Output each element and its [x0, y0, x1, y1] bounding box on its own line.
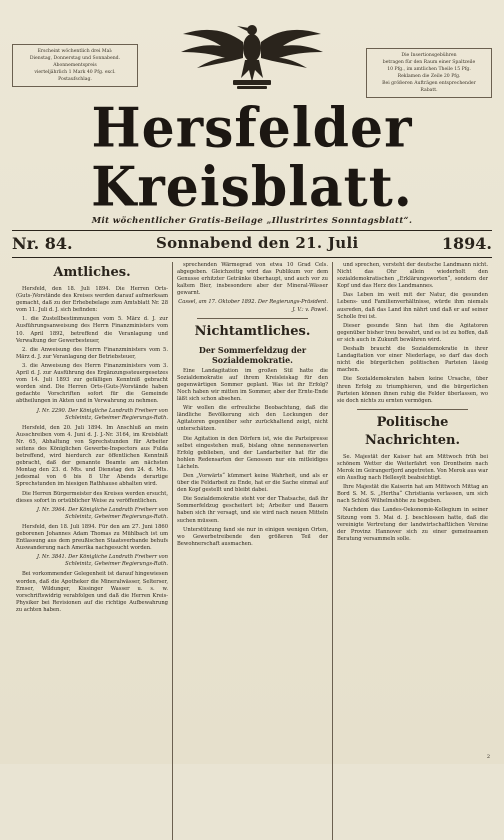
issue-number: Nr. 84. [12, 233, 73, 253]
paragraph: Dieser gesunde Sinn hat ihm die Agitatoren gegenüber bisher treu bewahrt, und es ist zu hoffen, daß er sich auch in Zukunft bewähren wird. [337, 322, 488, 343]
paragraph: Deshalb braucht die Sozialdemokratie in ihrer Landagitation vor einer Niederlage, so darf das doch nicht die bürgerlichen politischen Parteien lässig machen. [337, 346, 488, 374]
eagle-emblem-icon [177, 8, 327, 100]
column-2 [172, 262, 332, 840]
advertising-rates-box: Die Insertionsgebühren betragen für den Raum einer Spaltzeile 10 Pfg., im amtlichen Theile 15 Pfg. Reklamen die Zeile 20 Pfg. Bei größeren Aufträgen entsprechender Rabatt. [366, 48, 492, 98]
paragraph: Nachdem das Landes-Oekonomie-Kollegium in seiner Sitzung vom 5. Mai d. J. beschlossen hatte, daß die vereinigte Vertretung der landwirtschaftlichen Vereine der Provinz Hannover sich zu einer gemeinsamen Beratung versammeln solle. [337, 507, 488, 542]
newspaper-subtitle: Mit wöchentlicher Gratis-Beilage „Illustrirtes Sonntagsblatt“. [91, 216, 413, 226]
paragraph: Se. Majestät der Kaiser hat am Mittwoch früh bei schönem Wetter die Weiterfahrt von Drontheim nach Merok im Geirangerfjord angetreten. Von Merok aus war ein Ausflug nach Hellesylt beabsichtigt. [337, 453, 488, 482]
paragraph: sprechenden Wärmegrad von etwa 10 Grad Cels. abgegeben. Gleichzeitig wird das Publikum vor dem Genusse erhitzter Getränke überhaupt, und auch vor zu kaltem Bier, insbesondere aber der Mineral-Wässer gewarnt. [177, 262, 328, 297]
paragraph: Hersfeld, den 18. Juli 1894. Die Herren Orts-(Guts-)Vorstände des Kreises werden darauf aufmerksam gemacht, daß zu der Erhebebelage zum Amtsblatt Nr. 28 vom 11. Juli d. J. sich befinden: [16, 286, 168, 314]
divider [197, 318, 308, 319]
paragraph: Eine Landagitation im großen Stil hatte die Sozialdemokratie auf ihrem Kreisleiskag für den gegenwärtigen Sommer geplant. Was ist ihr Erfolg? Noch haben wir mitten im Sommer, aber der Ernte-Ende läßt sich schon absehen. [177, 367, 328, 403]
paragraph: Unterstützung fand sie nur in einigen wenigen Orten, wo Gewerbetreibende den größeren Teil der Bewohnerschaft ausmachen. [177, 526, 328, 547]
issue-info [12, 231, 492, 255]
paragraph: 1. die Zustellbestimmungen vom 5. März d. J. zur Ausführungsanweisung des Herrn Finanzministers vom 10. April 1892, betreffend die Veranlagung und Verwaltung der Gewerbesteuer, [16, 316, 168, 344]
section-heading: Amtliches. [53, 265, 131, 280]
newspaper-title: Hersfelder Kreisblatt. [91, 96, 413, 219]
page-number: 2 [486, 754, 490, 760]
signature: J. Nr. 2290. Der Königliche Landrath Freiherr von Schleinitz, Geheimer Regierungs-Rath. [36, 407, 168, 421]
paragraph: Wir wollen die erfreuliche Beobachtung, daß die ländliche Bevölkerung sich den Lockungen der Agitatoren gegenüber sehr zurückhaltend zeigt, nicht unterschätzen. [177, 405, 328, 433]
paragraph: Die Sozialdemokraten haben keine Ursache, über ihren Erfolg zu triumphieren, und die bürgerlichen Parteien können ihnen ruhig die Felder überlassen, wo sie doch nichts zu ernten vermögen. [337, 376, 488, 404]
column-1 [12, 262, 172, 840]
signature: J. Nr. 3841. Der Königliche Landrath Freiherr von Schleinitz, Geheimer Regierungs-Rath. [36, 554, 168, 568]
paragraph: Bei vorkommender Gelegenheit ist darauf hingewiesen worden, daß die Apotheker die Mineralwässer, Selterser, Emser, Wildunger, Kissinger Wasser u. s. w. vorschriftswidrig verabfolgen und daß die Herren Kreis-Physiker bei Revisionen auf die richtige Aufbewahrung zu achten haben. [16, 571, 168, 613]
article-columns [12, 262, 492, 840]
paragraph: Das Leben im weit mit der Natur, die gesunden Lebens- und Familienverhältnisse, würde ihm niemals ausreden, daß das Land ihn nährt und daß er auf seiner Scholle frei ist. [337, 292, 488, 320]
paragraph: Hersfeld, den 20. Juli 1894. Im Anschluß an mein Ausschreiben vom 4. Juni d. J. J.-Nr. 3164, im Kreisblatt Nr. 65, Abhaltung von Sprechstunden für Arbeiter seitens des Königlichen Gewerbe-Inspectors aus Fulda betreffend, wird hierdurch zur öffentlichen Kenntniß gebracht, daß der genannte Beamte am nächsten Montag den 23. d. Mts. und Dienstag den 24. d. Mts. jedesmal von 6 bis 8 Uhr Abends derartige Sprechstunden im hiesigen Rathhause abhalten wird. [16, 424, 168, 488]
paragraph: 2. die Anweisung des Herrn Finanzministers vom 5. März d. J. zur Veranlagung der Betriebsteuer, [16, 346, 168, 360]
paragraph: Den „Vorwärts“ kümmert keine Wahrheit, und als er über die Feldarbeit zu Ende, hat er die Sache einmal auf den Kopf gestellt und bleibt dabei. [177, 472, 328, 494]
column-3 [332, 262, 492, 840]
paragraph: 3. die Anweisung des Herrn Finanzministers vom 3. April d. J. zur Ausführung des Ergänzungssteuergesetzes vom 14. Juli 1893 zur gefälligen Kenntniß gebracht worden sind. Die Herren Orts-(Guts-)Vorstände haben gedachte Vorschriften sofort für die Gemeinde abtheilungen in Akten und in Verwahrung zu nehmen. [16, 362, 168, 405]
section-heading: Nichtamtliches. [194, 323, 311, 339]
paragraph: Hersfeld, den 18. Juli 1894. Für den am 27. Juni 1860 geborenen Johannes Adam Thomas zu Mühlbach ist um Entlassung aus dem preußischen Staatsverbande behufs Auswanderung nach Amerika nachgesucht worden. [16, 523, 168, 552]
issue-year: 1894. [441, 233, 492, 253]
divider [12, 257, 492, 258]
masthead [12, 96, 492, 226]
publication-info-box: Erscheint wöchentlich drei Mal: Dienstag, Donnerstag und Sonnabend. Abonnementspreis vierteljährlich 1 Mark 40 Pfg. excl. Postaufschlag. [12, 44, 138, 87]
signature: J. Nr. 3964. Der Königliche Landrath Freiherr von Schleinitz, Geheimer Regierungs-Rath. [36, 506, 168, 520]
article-heading: Der Sommerfeldzug der Sozialdemokratie. [198, 344, 307, 365]
paragraph: Die Agitation in den Dörfern ist, wie die Parteipresse selbst eingestehen muß, bislang ohne nennenswerten Erfolg geblieben, und der Landarbeiter hat für die hohlen Redensarten der Genossen nur ein mitleidiges Lächeln. [177, 435, 328, 470]
divider [357, 409, 468, 410]
paragraph: Ihre Majestät die Kaiserin hat am Mittwoch Mittag an Bord S. M. S. „Hertha“ Christiania verlassen, um sich nach Schloß Wilhelmshöhe zu begeben. [337, 484, 488, 505]
paragraph: und sprechen, versteht der deutsche Landmann nicht. Nicht das Ohr allein wiederholt den sozialdemokratischen „Erklärungsworten“, sondern der Kopf und das Herz des Landmannes. [337, 262, 488, 290]
section-heading: Politische Nachrichten. [364, 414, 461, 448]
paragraph: Die Herren Bürgermeister des Kreises werden ersucht, dieses sofort in ortsüblicher Weise zu veröffentlichen. [16, 490, 168, 504]
paragraph: Die Sozialdemokratie steht vor der Thatsache, daß ihr Sommerfeldzug gescheitert ist; Arbeiter und Bauern haben sich ihr versagt, und sie wird nach neuen Mitteln suchen müssen. [177, 496, 328, 524]
issue-date: Sonnabend den 21. Juli [155, 234, 359, 252]
signature: Cassel, am 17. Oktober 1892. Der Regierungs-Präsident. J. V.: v. Pawel. [178, 299, 328, 313]
header-top [12, 8, 492, 96]
